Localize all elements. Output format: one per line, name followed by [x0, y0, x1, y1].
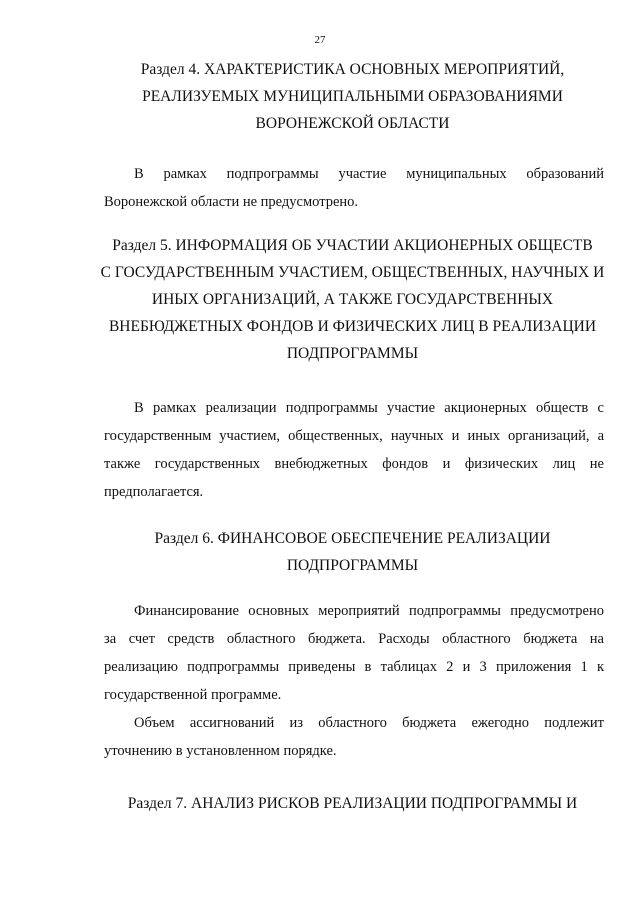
paragraph-line: за счет средств областного бюджета. Расходы областного бюджета на [104, 631, 604, 647]
paragraph-line: предполагается. [104, 484, 204, 500]
heading-line: Раздел 4. ХАРАКТЕРИСТИКА ОСНОВНЫХ МЕРОПРИЯТИЙ, [140, 61, 565, 78]
paragraph-line: реализацию подпрограммы приведены в таблицах 2 и 3 приложения 1 к [104, 659, 604, 675]
heading-line: Раздел 7. АНАЛИЗ РИСКОВ РЕАЛИЗАЦИИ ПОДПРОГРАММЫ И [127, 795, 578, 812]
paragraph-line: Объем ассигнований из областного бюджета ежегодно подлежит [134, 715, 604, 731]
paragraph-line: уточнению в установленном порядке. [104, 743, 337, 759]
paragraph-line: В рамках подпрограммы участие муниципальных образований [134, 166, 604, 182]
heading-line: С ГОСУДАРСТВЕННЫМ УЧАСТИЕМ, ОБЩЕСТВЕННЫХ, НАУЧНЫХ И [100, 264, 605, 281]
heading-line: ВОРОНЕЖСКОЙ ОБЛАСТИ [255, 115, 450, 132]
paragraph-line: также государственных внебюджетных фондов и физических лиц не [104, 456, 604, 472]
section-6-paragraph-2 [104, 709, 604, 765]
heading-line: ПОДПРОГРАММЫ [286, 345, 419, 362]
heading-line: РЕАЛИЗУЕМЫХ МУНИЦИПАЛЬНЫМИ ОБРАЗОВАНИЯМИ [142, 88, 563, 105]
heading-line: Раздел 5. ИНФОРМАЦИЯ ОБ УЧАСТИИ АКЦИОНЕРНЫХ ОБЩЕСТВ [112, 237, 593, 254]
paragraph-line: Воронежской области не предусмотрено. [104, 194, 359, 210]
section-5-heading [100, 232, 605, 367]
paragraph-line: В рамках реализации подпрограммы участие акционерных обществ с [134, 400, 604, 416]
section-4-paragraph [104, 160, 604, 216]
paragraph-line: Финансирование основных мероприятий подпрограммы предусмотрено [134, 603, 604, 619]
section-6-paragraph-1 [104, 597, 604, 709]
heading-line: Раздел 6. ФИНАНСОВОЕ ОБЕСПЕЧЕНИЕ РЕАЛИЗАЦИИ [154, 530, 551, 547]
section-5-paragraph [104, 394, 604, 506]
section-6-heading [100, 525, 605, 579]
heading-line: ПОДПРОГРАММЫ [286, 557, 419, 574]
paragraph-line: государственным участием, общественных, научных и иных организаций, а [104, 428, 604, 444]
page-number: 27 [314, 34, 326, 46]
heading-line: ВНЕБЮДЖЕТНЫХ ФОНДОВ И ФИЗИЧЕСКИХ ЛИЦ В РЕАЛИЗАЦИИ [108, 318, 597, 335]
paragraph-line: государственной программе. [104, 687, 282, 703]
heading-line: ИНЫХ ОРГАНИЗАЦИЙ, А ТАКЖЕ ГОСУДАРСТВЕННЫХ [151, 291, 554, 308]
section-4-heading [100, 56, 605, 137]
section-7-heading [100, 790, 605, 817]
